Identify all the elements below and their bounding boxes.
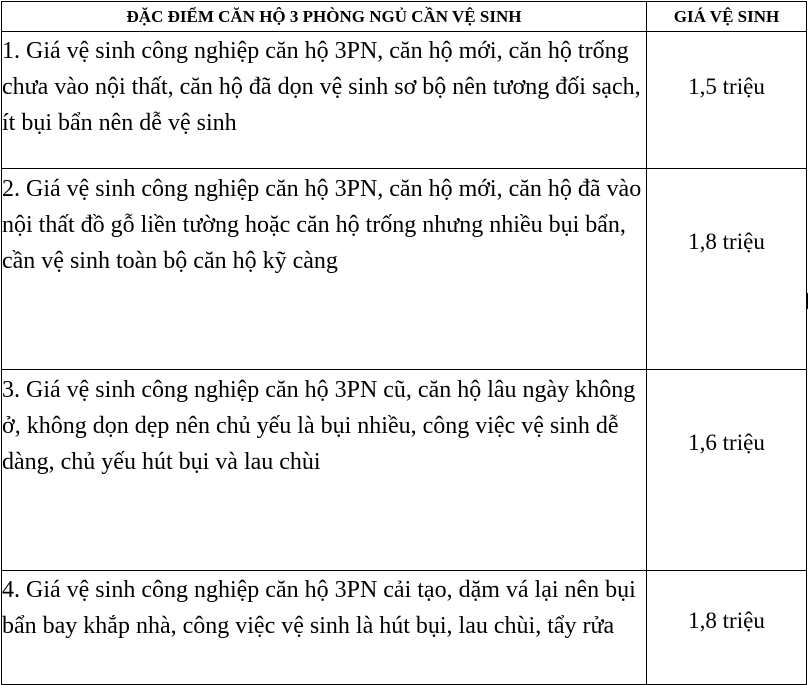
row-description: 4. Giá vệ sinh công nghiệp căn hộ 3PN cải tạo, dặm vá lại nên bụi bẩn bay khắp nhà, công việc vệ sinh là hút bụi, lau chùi, tẩy rửa: [2, 571, 647, 685]
table-row: [2, 32, 807, 169]
header-row: [2, 2, 807, 32]
header-description: ĐẶC ĐIỂM CĂN HỘ 3 PHÒNG NGỦ CẦN VỆ SINH: [2, 2, 647, 32]
row-price: 1,8 triệu: [647, 571, 807, 685]
row-price: 1,5 triệu: [647, 32, 807, 169]
text-cursor-mark: [806, 293, 808, 309]
row-description: 2. Giá vệ sinh công nghiệp căn hộ 3PN, căn hộ mới, căn hộ đã vào nội thất đồ gỗ liền tường hoặc căn hộ trống nhưng nhiều bụi bẩn, cần vệ sinh toàn bộ căn hộ kỹ càng: [2, 169, 647, 370]
table-row: [2, 571, 807, 685]
price-table: [1, 1, 807, 685]
row-description: 3. Giá vệ sinh công nghiệp căn hộ 3PN cũ, căn hộ lâu ngày không ở, không dọn dẹp nên chủ yếu là bụi nhiều, công việc vệ sinh dễ dàng, chủ yếu hút bụi và lau chùi: [2, 370, 647, 571]
row-price: 1,8 triệu: [647, 169, 807, 370]
table-row: [2, 370, 807, 571]
row-price: 1,6 triệu: [647, 370, 807, 571]
table-row: [2, 169, 807, 370]
header-price: GIÁ VỆ SINH: [647, 2, 807, 32]
row-description: 1. Giá vệ sinh công nghiệp căn hộ 3PN, căn hộ mới, căn hộ trống chưa vào nội thất, căn hộ đã dọn vệ sinh sơ bộ nên tương đối sạch, ít bụi bẩn nên dễ vệ sinh: [2, 32, 647, 169]
